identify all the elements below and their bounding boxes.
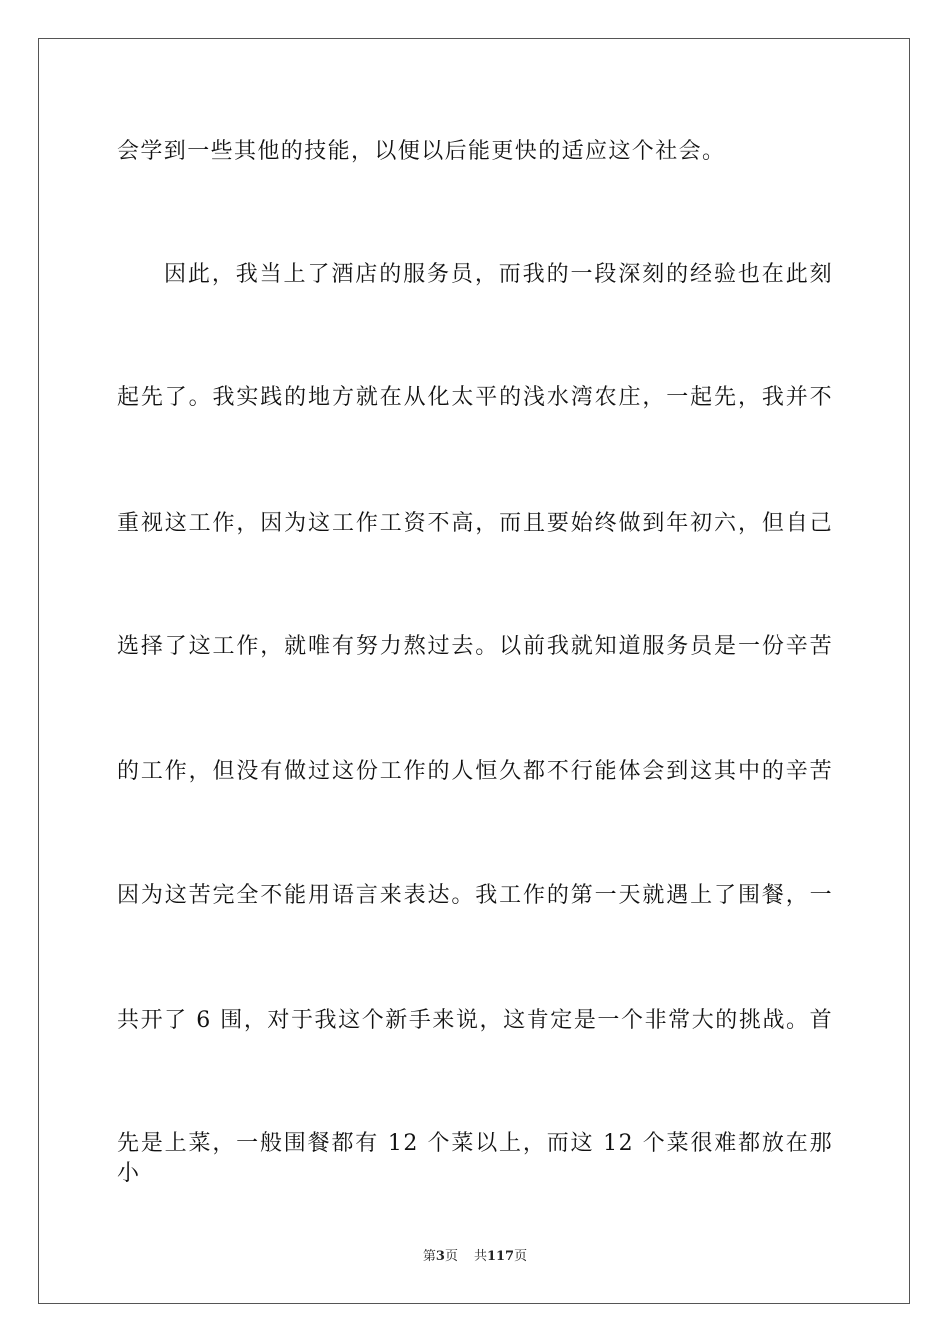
text-line: 的工作，但没有做过这份工作的人恒久都不行能体会到这其中的辛苦	[117, 759, 833, 784]
text-line: 重视这工作，因为这工作工资不高，而且要始终做到年初六，但自己	[117, 511, 833, 536]
text-line: 因为这苦完全不能用语言来表达。我工作的第一天就遇上了围餐，一	[117, 883, 833, 908]
total-pages: 117	[486, 1249, 515, 1264]
page-footer	[0, 1248, 950, 1266]
text-line: 选择了这工作，就唯有努力熬过去。以前我就知道服务员是一份辛苦	[117, 634, 833, 659]
text-line: 起先了。我实践的地方就在从化太平的浅水湾农庄，一起先，我并不	[117, 385, 833, 410]
total-label-prefix: 共	[473, 1249, 487, 1264]
paragraph-first-line: 因此，我当上了酒店的服务员，而我的一段深刻的经验也在此刻	[164, 262, 833, 287]
page-label-suffix: 页	[444, 1249, 458, 1264]
text-line: 会学到一些其他的技能，以便以后能更快的适应这个社会。	[117, 139, 726, 164]
page-number: 3	[435, 1249, 445, 1264]
text-line: 共开了 6 围，对于我这个新手来说，这肯定是一个非常大的挑战。首	[117, 1008, 833, 1033]
page-label-prefix: 第	[422, 1249, 436, 1264]
total-label-suffix: 页	[514, 1249, 528, 1264]
page-border	[38, 38, 910, 1304]
text-line: 先是上菜，一般围餐都有 12 个菜以上，而这 12 个菜很难都放在那小	[117, 1131, 833, 1186]
